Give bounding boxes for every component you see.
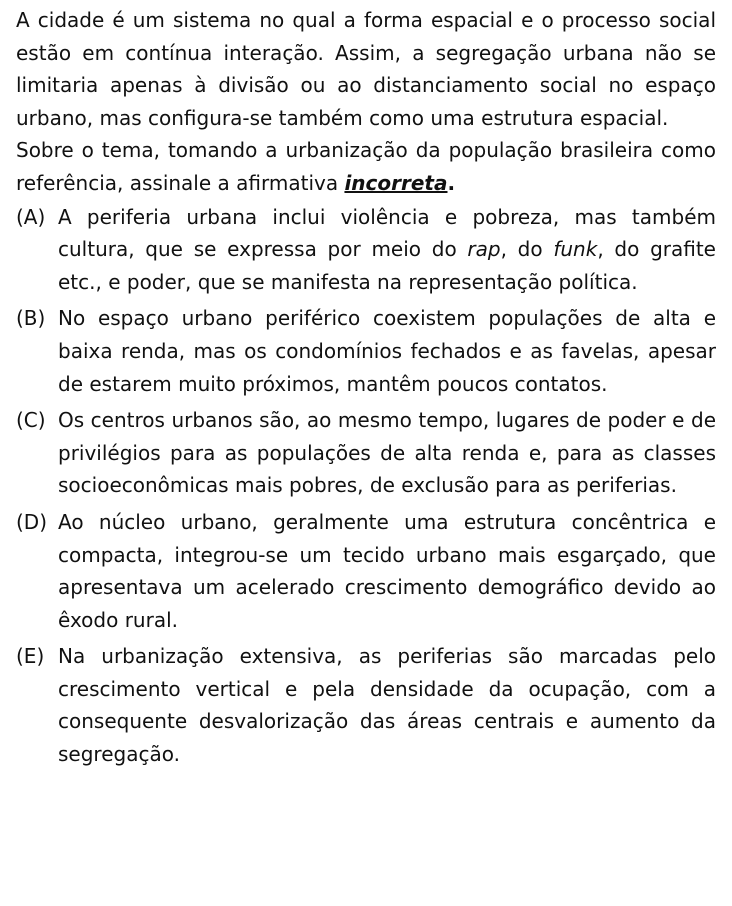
option-text-part: A periferia urbana inclui violência e pobreza, mas também cultura, que se expressa por meio do bbox=[58, 204, 716, 262]
option-italic-term: funk bbox=[553, 237, 598, 262]
option-c bbox=[16, 404, 716, 502]
option-text bbox=[58, 201, 716, 299]
intro-paragraph: A cidade é um sistema no qual a forma espacial e o processo social estão em contínua interação. Assim, a segregação urbana não se limitaria apenas à divisão ou ao distanciamento social no espaço urbano, mas configura-se também como uma estrutura espacial. bbox=[16, 8, 716, 130]
question-text: Sobre o tema, tomando a urbanização da população brasileira como referência, assinale a afirmativa bbox=[16, 138, 716, 195]
option-b bbox=[16, 302, 716, 400]
option-letter: (B) bbox=[16, 306, 46, 331]
option-letter: (C) bbox=[16, 408, 46, 433]
options-list bbox=[16, 201, 716, 771]
option-text: Ao núcleo urbano, geralmente uma estrutura concêntrica e compacta, integrou-se um tecido urbano mais esgarçado, que apresentava um acelerado crescimento demográfico devido ao êxodo rural. bbox=[58, 509, 716, 632]
option-letter: (D) bbox=[16, 509, 48, 534]
option-text: Na urbanização extensiva, as periferias são marcadas pelo crescimento vertical e pela densidade da ocupação, com a consequente desvalorização das áreas centrais e aumento da segregação. bbox=[58, 644, 716, 767]
option-e bbox=[16, 640, 716, 770]
option-italic-term: rap bbox=[467, 237, 501, 262]
option-a bbox=[16, 201, 716, 299]
question-period: . bbox=[447, 170, 456, 195]
option-letter: (A) bbox=[16, 204, 46, 229]
question-statement bbox=[16, 134, 716, 199]
option-d bbox=[16, 506, 716, 636]
option-text-part: , do grafite etc., e poder, que se manifesta na representação política. bbox=[58, 237, 716, 294]
option-text: No espaço urbano periférico coexistem populações de alta e baixa renda, mas os condomínios fechados e as favelas, apesar de estarem muito próximos, mantêm poucos contatos. bbox=[58, 306, 716, 396]
question-emphasis: incorreta bbox=[344, 170, 448, 195]
option-text-part: , do bbox=[500, 237, 554, 262]
option-letter: (E) bbox=[16, 644, 45, 669]
option-text: Os centros urbanos são, ao mesmo tempo, lugares de poder e de privilégios para as populações de alta renda e, para as classes socioeconômicas mais pobres, de exclusão para as periferias. bbox=[58, 408, 716, 498]
